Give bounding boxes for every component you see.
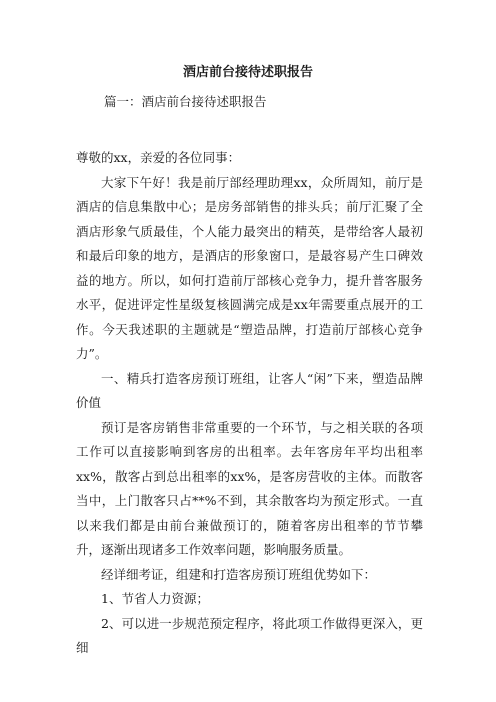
list-item: 2、可以进一步规范预定程序，将此项工作做得更深入，更细: [76, 615, 423, 655]
document-title: 酒店前台接待述职报告: [182, 65, 313, 80]
opening-paragraph: 大家下午好！我是前厅部经理助理xx，众所周知，前厅是酒店的信息集散中心；是房务部销售的排头兵；前厅汇聚了全酒店形象气质最佳，个人能力最突出的精英，是带给客人最初和最后印象的地方，是酒店的形象窗口，是最容易产生口碑效益的地方。所以，如何打造前厅部核心竞争力，提升普客服务水平，促进评定性星级复核圆满完成是xx年需要重点展开的工作。今天我述职的主题就是“塑造品牌，打造前厅部核心竞争力”。: [76, 174, 423, 361]
body-paragraph: 经详细考证，组建和打造客房预订班组优势如下：: [101, 566, 377, 582]
salutation: 尊敬的xx，亲爱的各位同事：: [76, 150, 241, 165]
section-heading: 一、精兵打造客房预订班组，让客人“闲”下来，塑造品牌价值: [76, 370, 423, 410]
body-paragraph: 预订是客房销售非常重要的一个环节，与之相关联的各项工作可以直接影响到客房的出租率。去年客房年平均出租率xx%，散客占到总出租率的xx%，是客房营收的主体。而散客当中，上门散客只占**%不到，其余散客均为预定形式。一直以来我们都是由前台兼做预订的，随着客房出租率的节节攀升，逐渐出现诸多工作效率问题，影响服务质量。: [76, 419, 423, 557]
document-body: [76, 146, 423, 661]
document-subtitle: 篇一：酒店前台接待述职报告: [104, 94, 267, 109]
list-item: 1、节省人力资源；: [101, 591, 209, 606]
